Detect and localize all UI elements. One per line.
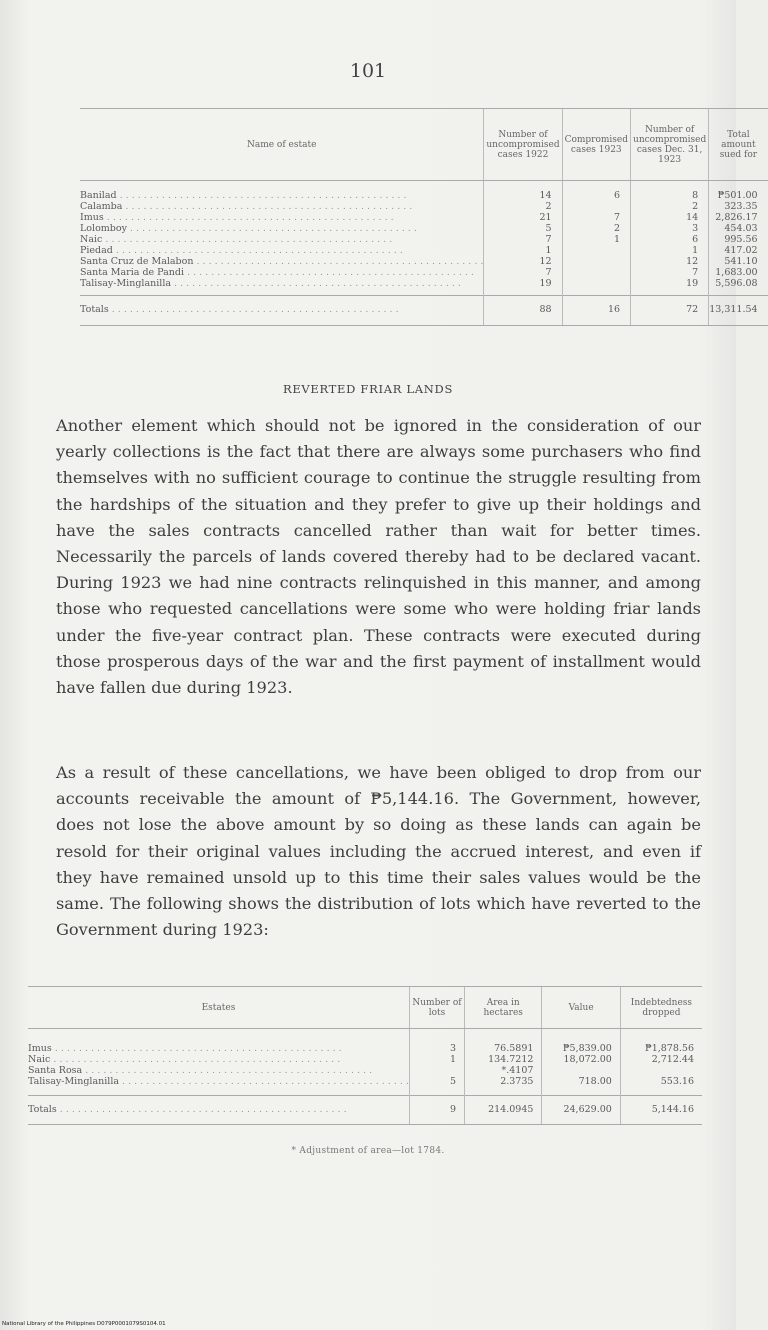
cell-value: 7 <box>484 234 562 245</box>
totals-label-text: Totals <box>80 304 109 315</box>
table-row <box>28 1054 702 1065</box>
estate-name: Santa Cruz de Malabon . . . <box>80 256 484 267</box>
table-row <box>80 223 768 234</box>
estate-name: Talisay-Minglanilla . . . <box>28 1076 409 1096</box>
estate-name: Piedad . . . <box>80 245 484 256</box>
cell-value: 2 <box>484 201 562 212</box>
totals-label: Totals . . . <box>28 1096 409 1125</box>
page-number: 101 <box>349 60 387 82</box>
totals-row <box>80 296 768 326</box>
scan-credit: National Library of the Philippines D079P0001079S0104.01 <box>2 1321 166 1327</box>
estate-name: Talisay-Minglanilla . . . <box>80 278 484 296</box>
paragraph: As a result of these cancellations, we have been obliged to drop from our accounts receivable the amount of ₱5,144.16. The Government, however, does not lose the above amount by so doing as these lands can again be resold for their original values including the accrued interest, and even if they have remained unsold up to this time their sales values would be the same. The following shows the distribution of lots which have reverted to the Government during 1923: <box>56 763 701 940</box>
estate-name: Banilad . . . <box>80 181 484 202</box>
total-value: 24,629.00 <box>542 1096 620 1125</box>
cell-value: 3 <box>409 1029 464 1055</box>
cell-value: 454.03 <box>709 223 768 234</box>
cell-value: 3 <box>631 223 709 234</box>
cell-value <box>542 1065 620 1076</box>
column-header: Name of estate <box>80 109 484 181</box>
cell-value: 417.02 <box>709 245 768 256</box>
cell-value: 1 <box>409 1054 464 1065</box>
estate-name: Imus . . . <box>80 212 484 223</box>
cell-value: 5 <box>484 223 562 234</box>
estate-name: Imus . . . <box>28 1029 409 1055</box>
footnote: * Adjustment of area—lot 1784. <box>291 1146 445 1156</box>
totals-row <box>28 1096 702 1125</box>
total-value: 16 <box>562 296 630 326</box>
table-row <box>80 245 768 256</box>
cell-value: 2 <box>562 223 630 234</box>
cell-value: 2 <box>631 201 709 212</box>
cell-value: 2,826.17 <box>709 212 768 223</box>
table-row <box>80 212 768 223</box>
table-header-row <box>28 987 702 1029</box>
total-value: 9 <box>409 1096 464 1125</box>
cell-value: 541.10 <box>709 256 768 267</box>
cell-value: 19 <box>631 278 709 296</box>
cell-value: 134.7212 <box>465 1054 542 1065</box>
cell-value: 5,596.08 <box>709 278 768 296</box>
estate-name: Naic . . . <box>80 234 484 245</box>
reverted-lots-table <box>28 986 702 1125</box>
totals-label <box>80 296 484 326</box>
table-row <box>28 1065 702 1076</box>
cell-value: 7 <box>631 267 709 278</box>
estate-name: Calamba . . . <box>80 201 484 212</box>
cell-value: 21 <box>484 212 562 223</box>
column-header: Compromised cases 1923 <box>562 109 630 181</box>
column-header: Area in hectares <box>465 987 542 1029</box>
cell-value <box>562 245 630 256</box>
cell-value: ₱501.00 <box>709 181 768 202</box>
cell-value: 12 <box>631 256 709 267</box>
total-value: 5,144.16 <box>620 1096 702 1125</box>
cell-value <box>620 1065 702 1076</box>
section-title: REVERTED FRIAR LANDS <box>282 382 454 396</box>
column-header: Number of uncompromised cases Dec. 31, 1923 <box>631 109 709 181</box>
cell-value <box>409 1065 464 1076</box>
column-header: Number of uncompromised cases 1922 <box>484 109 562 181</box>
paragraph: Another element which should not be ignored in the consideration of our yearly collections is the fact that there are always some purchasers who find themselves with no sufficient courage to continue the struggle resulting from the hardships of the situation and they prefer to give up their holdings and have the sales contracts cancelled rather than wait for better times. Necessarily the parcels of lands covered thereby had to be declared vacant. During 1923 we had nine contracts relinquished in this manner, and among those who requested cancellations were some who were holding friar lands under the five-year contract plan. These contracts were executed during those prosperous days of the war and the first payment of installment would have fallen due during 1923. <box>56 416 701 698</box>
estate-name: Lolomboy . . . <box>80 223 484 234</box>
estate-name: Santa Rosa . . . <box>28 1065 409 1076</box>
table-row <box>80 267 768 278</box>
table-row <box>28 1029 702 1055</box>
cell-value: 19 <box>484 278 562 296</box>
column-header: Indebtedness dropped <box>620 987 702 1029</box>
table-row <box>80 181 768 202</box>
table-header-row <box>80 109 768 181</box>
cell-value: 1 <box>562 234 630 245</box>
column-header: Estates <box>28 987 409 1029</box>
cell-value: ₱5,839.00 <box>542 1029 620 1055</box>
cell-value: 1 <box>631 245 709 256</box>
cell-value: 12 <box>484 256 562 267</box>
cell-value <box>562 278 630 296</box>
cell-value <box>562 256 630 267</box>
column-header: Value <box>542 987 620 1029</box>
cell-value: 2,712.44 <box>620 1054 702 1065</box>
cell-value: 5 <box>409 1076 464 1096</box>
cell-value <box>562 267 630 278</box>
cell-value: 553.16 <box>620 1076 702 1096</box>
cell-value: 2.3735 <box>465 1076 542 1096</box>
cell-value: 6 <box>631 234 709 245</box>
table-row <box>80 201 768 212</box>
cell-value: 76.5891 <box>465 1029 542 1055</box>
total-value: 214.0945 <box>465 1096 542 1125</box>
estate-cases-table <box>80 108 768 326</box>
cell-value: 14 <box>631 212 709 223</box>
cell-value: 718.00 <box>542 1076 620 1096</box>
column-header: Number of lots <box>409 987 464 1029</box>
column-header: Total amount sued for <box>709 109 768 181</box>
cell-value: 995.56 <box>709 234 768 245</box>
cell-value: 8 <box>631 181 709 202</box>
cell-value: *.4107 <box>465 1065 542 1076</box>
cell-value: 7 <box>562 212 630 223</box>
cell-value: 1,683.00 <box>709 267 768 278</box>
total-value: 72 <box>631 296 709 326</box>
cell-value: 14 <box>484 181 562 202</box>
table-row <box>28 1076 702 1096</box>
cell-value: 323.35 <box>709 201 768 212</box>
total-value: 13,311.54 <box>709 296 768 326</box>
total-value: 88 <box>484 296 562 326</box>
cell-value <box>562 201 630 212</box>
table-row <box>80 278 768 296</box>
cell-value: 18,072.00 <box>542 1054 620 1065</box>
cell-value: 1 <box>484 245 562 256</box>
cell-value: 7 <box>484 267 562 278</box>
estate-name: Santa Maria de Pandi . . . <box>80 267 484 278</box>
estate-name: Naic . . . <box>28 1054 409 1065</box>
table-row <box>80 234 768 245</box>
cell-value: 6 <box>562 181 630 202</box>
table-row <box>80 256 768 267</box>
cell-value: ₱1,878.56 <box>620 1029 702 1055</box>
